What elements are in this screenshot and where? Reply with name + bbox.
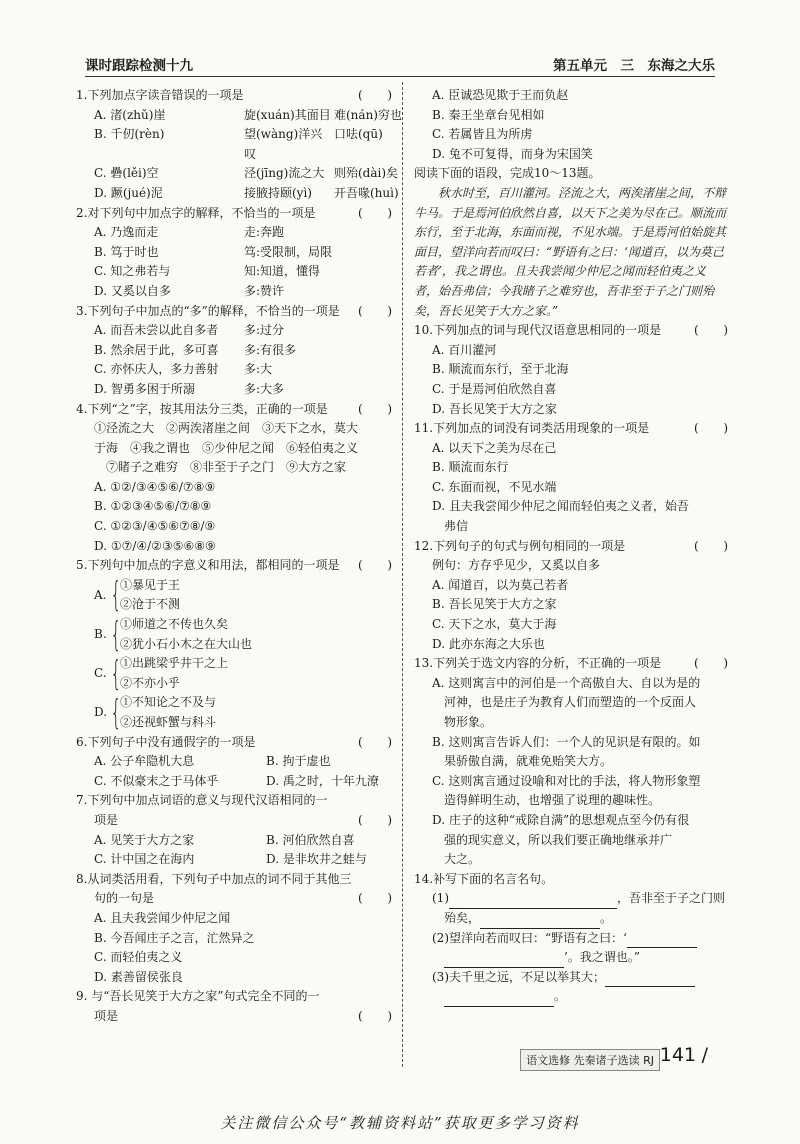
answer-blank[interactable] <box>694 321 728 341</box>
answer-blank[interactable] <box>358 889 392 909</box>
answer-blank[interactable] <box>358 204 392 224</box>
question-6: 6.下列句子中没有通假字的一项是 ( ) <box>76 733 392 753</box>
q4-option: D. ①⑦/④/②③⑤⑥⑧⑨ <box>94 538 216 553</box>
q3-options: A. 而吾未尝以此自多者 多:过分 B. 然余居于此，多可喜 多:有很多 C. 亦怀庆人，多力善射 多:大 D. 智勇多困于所溺 多:大多 <box>94 323 297 396</box>
question-5: 5.下列句中加点的字意义和用法，都相同的一项是 ( ) <box>76 556 392 576</box>
page-slash-decoration: / <box>701 1044 708 1066</box>
fill-blank[interactable] <box>444 992 554 1007</box>
q13-option: B. 这则寓言告诉人们：一个人的见识是有限的。如 <box>432 734 701 749</box>
q10-option: C. 于是焉河伯欣然自喜 <box>432 381 557 396</box>
fill-blank[interactable] <box>480 914 600 929</box>
q12-option: C. 天下之水，莫大于海 <box>432 617 557 632</box>
q9-option: A. 臣诚恐见欺于王而负赵 <box>432 88 569 102</box>
q11-option: C. 东面而视，不见水端 <box>432 479 557 494</box>
q4-item-line: ①泾流之大 ②两涘渚崖之间 ③天下之水，莫大 <box>94 421 359 436</box>
q10-option: B. 顺流而东行，至于北海 <box>432 362 569 377</box>
q4-item-line: ⑦睹子之难穷 ⑧非至于子之门 ⑨大方之家 <box>106 460 347 475</box>
q12-option: B. 吾长见笑于大方之家 <box>432 597 557 612</box>
fill-blank[interactable] <box>605 972 695 987</box>
question-11: 11.下列加点的词没有词类活用现象的一项是 ( ) <box>414 419 728 439</box>
q9-option: C. 若属皆且为所虏 <box>432 127 533 142</box>
q6-options: A. 公子牟隐机大息 B. 拘于虚也 C. 不似豪末之于马体乎 D. 禹之时，十年九潦 <box>94 754 379 788</box>
q8-option: D. 素善留侯张良 <box>94 969 183 984</box>
q13-option-cont: 强的现实意义，所以我们要正确地继承并广 <box>444 832 673 847</box>
fill-blank[interactable] <box>627 933 697 948</box>
question-7-cont: 项是 ( ) <box>76 811 392 831</box>
answer-blank[interactable] <box>358 400 392 420</box>
q13-option: C. 这则寓言通过设喻和对比的手法，将人物形象塑 <box>432 773 701 788</box>
answer-blank[interactable] <box>358 811 392 831</box>
fill-blank[interactable] <box>444 953 564 968</box>
question-3: 3.下列句子中加点的“多”的解释，不恰当的一项是 ( ) <box>76 302 392 322</box>
question-12: 12.下列句子的句式与例句相同的一项是 ( ) <box>414 537 728 557</box>
question-1: 1.下列加点字读音错误的一项是 ( ) <box>76 86 392 106</box>
q14-line-2: (2)望洋向若而叹曰：“野语有之曰：‘ <box>414 929 728 949</box>
answer-blank[interactable] <box>358 86 392 106</box>
question-13: 13.下列关于选文内容的分析，不正确的一项是 ( ) <box>414 654 728 674</box>
answer-blank[interactable] <box>694 654 728 674</box>
question-7: 7.下列句中加点词语的意义与现代汉语相同的一 <box>76 793 328 808</box>
header-unit: 第五单元 三 东海之大乐 <box>553 58 715 74</box>
left-column <box>76 86 402 1027</box>
question-14: 14.补写下面的名言名句。 <box>414 871 554 886</box>
q5-option-c: C. { ①出跳梁乎井干之上 ②不亦小乎 <box>94 653 229 694</box>
reading-passage: 秋水时至，百川灌河。泾流之大，两涘渚崖之间，不辩牛马。于是焉河伯欣然自喜，以天下之美为尽在己。顺流而东行，至于北海，东面而视，不见水端。于是焉河伯始旋其面目，望洋向若而叹曰：“野语有之曰：‘闻道百，以为莫己若者’，我之谓也。且夫我尝闻少仲尼之闻而轻伯夷之义者，始吾弗信；今我睹子之难穷也，吾非至于子之门则殆矣，吾长见笑于大方之家。” <box>414 185 727 318</box>
question-4: 4.下列“之”字，按其用法分三类，正确的一项是 ( ) <box>76 400 392 420</box>
question-10: 10.下列加点的词与现代汉语意思相同的一项是 ( ) <box>414 321 728 341</box>
q11-option: D. 且夫我尝闻少仲尼之闻而轻伯夷之义者，始吾 <box>432 499 689 514</box>
right-column <box>414 86 728 1007</box>
q12-option: D. 此亦东海之大乐也 <box>432 636 545 651</box>
q13-option-cont: 河神，也是庄子为教育人们而塑造的一个反面人 <box>444 695 697 710</box>
q9-option: D. 兔不可复得，而身为宋国笑 <box>432 146 593 161</box>
bottom-note: 关注微信公众号“教辅资料站”获取更多学习资料 <box>220 1114 580 1132</box>
header-title: 课时跟踪检测十九 <box>85 58 193 74</box>
q14-line-3-cont: 。 <box>414 987 728 1007</box>
page-number: 141 <box>659 1044 696 1066</box>
q8-option: A. 且夫我尝闻少仲尼之闻 <box>94 910 231 925</box>
q14-line-1: (1) ，吾非至于子之门则 <box>414 889 728 909</box>
q13-option-cont: 果骄傲自满，就难免贻笑大方。 <box>444 754 613 769</box>
q4-option: C. ①②③/④⑤⑥⑦⑧/⑨ <box>94 519 216 534</box>
q14-line-1-cont: 殆矣， 。 <box>414 909 728 929</box>
q10-option: A. 百川灌河 <box>432 342 497 357</box>
q5-option-b: B. { ①师道之不传也久矣 ②犹小石小木之在大山也 <box>94 614 253 655</box>
q12-example: 例句：方存乎见少，又奚以自多 <box>432 558 601 573</box>
q4-option: A. ①②/③④⑤⑥/⑦⑧⑨ <box>94 479 216 494</box>
answer-blank[interactable] <box>694 537 728 557</box>
book-tag: 语文选修 先秦诸子选读 RJ <box>520 1049 660 1071</box>
q13-option: D. 庄子的这种“戒除自满”的思想观点至今仍有很 <box>432 812 690 827</box>
q5-option-d: D. { ①不知论之不及与 ②还视虾蟹与科斗 <box>94 693 217 733</box>
q4-item-line: 于海 ④我之谓也 ⑤少仲尼之闻 ⑥轻伯夷之义 <box>94 440 359 455</box>
q14-line-2-cont: ’。我之谓也。” <box>414 948 728 968</box>
answer-blank[interactable] <box>358 733 392 753</box>
answer-blank[interactable] <box>694 419 728 439</box>
fill-blank[interactable] <box>449 894 617 909</box>
q11-option: A. 以天下之美为尽在己 <box>432 440 557 455</box>
q2-options: A. 乃逸而走 走:奔跑 B. 笃于时也 笃:受限制，局限 C. 知之弗若与 知:知道，懂得 D. 又奚以自多 多:赞许 <box>94 225 333 298</box>
q13-option-cont: 大之。 <box>444 852 481 867</box>
q12-option: A. 闻道百，以为莫己若者 <box>432 577 569 592</box>
question-9: 9. 与“吾长见笑于大方之家”句式完全不同的一 <box>76 989 320 1004</box>
question-8-cont: 句的一句是 ( ) <box>76 889 392 909</box>
q14-line-3: (3)夫千里之远，不足以举其大； <box>414 968 728 988</box>
reading-intro: 阅读下面的语段，完成10～13题。 <box>414 166 601 181</box>
question-9-cont: 项是 ( ) <box>76 1007 392 1027</box>
header-rule <box>85 76 715 77</box>
q13-option: A. 这则寓言中的河伯是一个高傲自大、自以为是的 <box>432 675 701 690</box>
answer-blank[interactable] <box>358 302 392 322</box>
q8-option: C. 而轻伯夷之义 <box>94 950 183 965</box>
q11-option-cont: 弗信 <box>444 519 469 534</box>
q10-option: D. 吾长见笑于大方之家 <box>432 401 557 416</box>
q13-option-cont: 物形象。 <box>444 715 493 729</box>
question-2: 2.对下列句中加点字的解释，不恰当的一项是 ( ) <box>76 204 392 224</box>
q13-option-cont: 造得鲜明生动，也增强了说理的趣味性。 <box>444 793 661 808</box>
answer-blank[interactable] <box>358 556 392 576</box>
page-header <box>85 54 715 76</box>
q4-option: B. ①②③④⑤⑥/⑦⑧⑨ <box>94 499 212 514</box>
q9-option: B. 秦王坐章台见相如 <box>432 107 545 122</box>
q8-option: B. 今吾闻庄子之言，汒然异之 <box>94 930 255 945</box>
question-8: 8.从词类活用看，下列句子中加点的词不同于其他三 <box>76 871 352 886</box>
q1-options: A. 渚(zhǔ)崖 旋(xuán)其面目 难(nán)穷也 B. 千仞(rèn) 望(wàng)洋兴叹 口呿(qū) C. 礨(lěi)空 泾(jīng)流之大 则殆(dài)矣 D. 蹶(jué)泥 接腋持颐(yì) 开吾喙(huì) <box>94 107 402 200</box>
answer-blank[interactable] <box>358 1007 392 1027</box>
q7-options: A. 见笑于大方之家 B. 河伯欣然自喜 C. 计中国之在海内 D. 是非坎井之蛙与 <box>94 832 367 867</box>
q5-option-a: A. { ①暴见于王 ②沧于不测 <box>94 575 181 616</box>
q11-option: B. 顺流而东行 <box>432 460 509 475</box>
